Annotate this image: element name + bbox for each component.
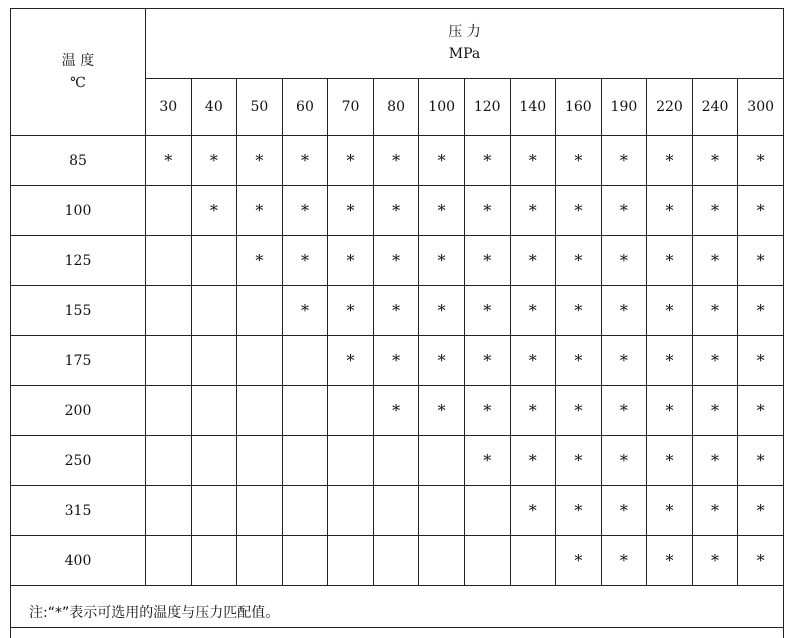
match-cell: * — [237, 236, 283, 286]
match-cell: * — [328, 186, 374, 236]
match-cell: * — [510, 236, 556, 286]
temperature-cell: 400 — [11, 536, 146, 586]
match-cell: * — [419, 136, 465, 186]
match-cell: * — [282, 236, 328, 286]
match-cell: * — [464, 286, 510, 336]
temperature-cell: 200 — [11, 386, 146, 436]
match-cell: * — [692, 186, 738, 236]
match-cell: * — [464, 436, 510, 486]
pressure-cell: 60 — [282, 78, 328, 135]
temperature-cell: 100 — [11, 186, 146, 236]
temperature-cell: 250 — [11, 436, 146, 486]
match-cell: * — [282, 286, 328, 336]
match-cell: * — [601, 236, 647, 286]
match-cell: * — [282, 186, 328, 236]
match-cell: * — [647, 186, 693, 236]
match-cell: * — [738, 536, 784, 586]
match-cell: * — [510, 436, 556, 486]
match-cell: * — [419, 336, 465, 386]
temperature-title: 温 度 — [11, 50, 145, 72]
pressure-cell: 120 — [464, 78, 510, 135]
match-cell: * — [601, 386, 647, 436]
match-cell: * — [328, 336, 374, 386]
match-cell: * — [328, 286, 374, 336]
match-cell: * — [647, 286, 693, 336]
match-cell: * — [647, 136, 693, 186]
match-cell: * — [692, 536, 738, 586]
pressure-cell: 100 — [419, 78, 465, 135]
match-cell: * — [738, 436, 784, 486]
match-cell: * — [556, 386, 602, 436]
pressure-unit: MPa — [146, 43, 783, 65]
match-cell: * — [738, 186, 784, 236]
match-cell: * — [373, 386, 419, 436]
pressure-cell: 220 — [647, 78, 693, 135]
match-cell: * — [373, 236, 419, 286]
pressure-cell: 80 — [373, 78, 419, 135]
pressure-cell: 300 — [738, 78, 784, 135]
match-cell: * — [419, 236, 465, 286]
match-cell: * — [464, 186, 510, 236]
match-cell: * — [647, 536, 693, 586]
pressure-cell: 40 — [191, 78, 237, 135]
match-cell: * — [738, 236, 784, 286]
match-cell: * — [601, 336, 647, 386]
match-cell: * — [191, 136, 237, 186]
match-cell: * — [373, 336, 419, 386]
match-cell: * — [601, 486, 647, 536]
match-cell: * — [692, 336, 738, 386]
match-cell: * — [647, 336, 693, 386]
match-cell: * — [510, 136, 556, 186]
match-cell: * — [738, 386, 784, 436]
match-cell: * — [647, 386, 693, 436]
match-cell: * — [556, 186, 602, 236]
match-cell: * — [373, 286, 419, 336]
pressure-cell: 50 — [237, 78, 283, 135]
match-cell: * — [738, 486, 784, 536]
temperature-cell: 85 — [11, 136, 146, 186]
match-cell: * — [692, 386, 738, 436]
temperature-cell: 125 — [11, 236, 146, 286]
match-cell: * — [328, 136, 374, 186]
pressure-cell: 70 — [328, 78, 374, 135]
match-cell: * — [601, 186, 647, 236]
match-cell: * — [191, 186, 237, 236]
match-cell: * — [464, 336, 510, 386]
table-frame — [10, 8, 784, 628]
match-cell: * — [419, 386, 465, 436]
match-cell: * — [556, 336, 602, 386]
match-cell: * — [556, 236, 602, 286]
match-cell: * — [647, 236, 693, 286]
match-cell: * — [464, 136, 510, 186]
match-cell: * — [419, 286, 465, 336]
match-cell: * — [464, 386, 510, 436]
match-cell: * — [282, 136, 328, 186]
match-cell: * — [601, 536, 647, 586]
match-cell: * — [556, 486, 602, 536]
match-cell: * — [692, 486, 738, 536]
pressure-cell: 240 — [692, 78, 738, 135]
pressure-cell: 30 — [146, 78, 192, 135]
match-cell: * — [510, 286, 556, 336]
match-cell: * — [556, 136, 602, 186]
pressure-cell: 190 — [601, 78, 647, 135]
temperature-cell: 175 — [11, 336, 146, 386]
temperature-cell: 315 — [11, 486, 146, 536]
match-cell: * — [419, 186, 465, 236]
match-cell: * — [601, 286, 647, 336]
match-cell: * — [556, 436, 602, 486]
match-cell: * — [601, 136, 647, 186]
match-cell: * — [237, 186, 283, 236]
pressure-title: 压 力 — [146, 21, 783, 43]
match-cell: * — [328, 236, 374, 286]
match-cell: * — [647, 486, 693, 536]
match-cell: * — [464, 236, 510, 286]
temperature-cell: 155 — [11, 286, 146, 336]
match-cell: * — [510, 386, 556, 436]
match-cell: * — [556, 286, 602, 336]
pressure-cell: 140 — [510, 78, 556, 135]
match-cell: * — [510, 486, 556, 536]
pressure-cell: 160 — [556, 78, 602, 135]
match-cell: * — [510, 336, 556, 386]
match-cell: * — [601, 436, 647, 486]
match-cell: * — [510, 186, 556, 236]
match-cell: * — [692, 436, 738, 486]
match-cell: * — [692, 136, 738, 186]
match-cell: * — [738, 286, 784, 336]
match-cell: * — [692, 286, 738, 336]
temperature-unit: ℃ — [11, 72, 145, 94]
match-cell: * — [237, 136, 283, 186]
match-cell: * — [738, 336, 784, 386]
match-cell: * — [373, 136, 419, 186]
match-cell: * — [738, 136, 784, 186]
match-cell: * — [692, 236, 738, 286]
match-cell: * — [556, 536, 602, 586]
match-cell: * — [647, 436, 693, 486]
match-cell: * — [373, 186, 419, 236]
match-cell: * — [146, 136, 192, 186]
table-note: 注:“*”表示可选用的温度与压力匹配值。 — [11, 586, 784, 638]
